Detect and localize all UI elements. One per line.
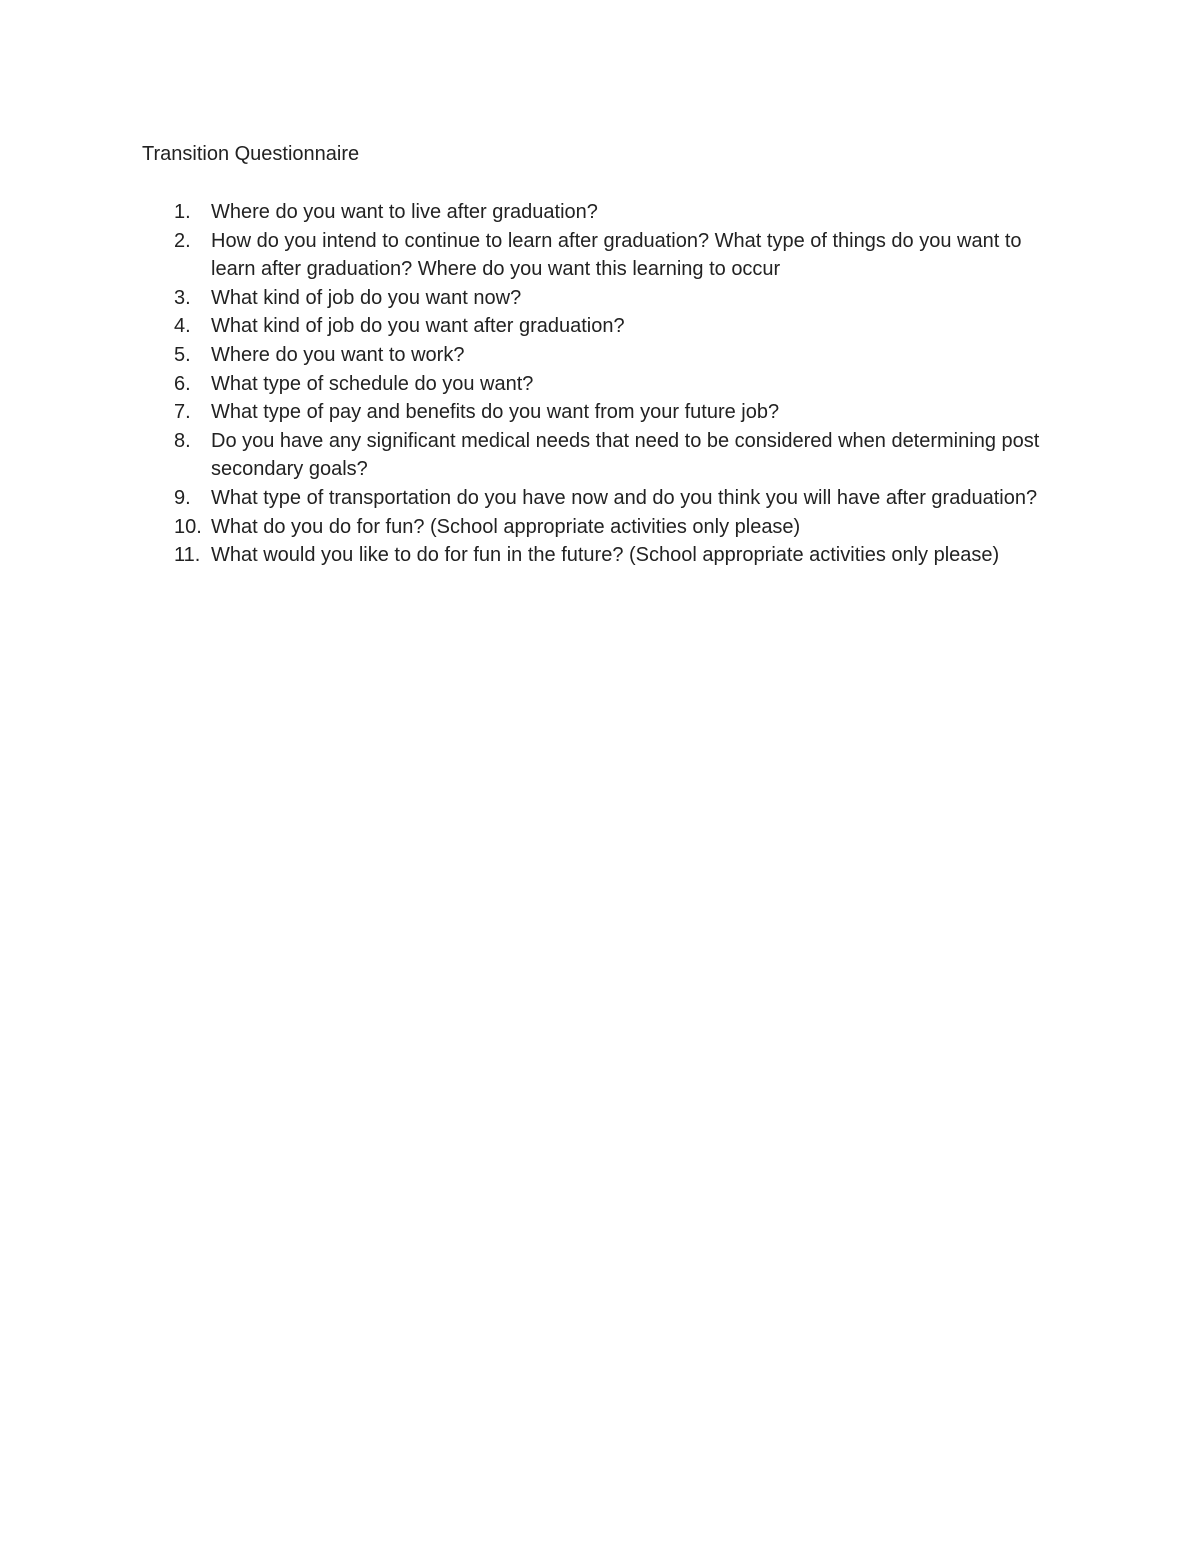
question-number: 2. — [174, 229, 191, 252]
question-number: 6. — [174, 372, 191, 395]
question-item — [0, 341, 1071, 370]
question-item — [0, 227, 1071, 284]
question-item — [0, 312, 1071, 341]
question-item — [0, 541, 1071, 570]
question-text: What type of pay and benefits do you want from your future job? — [211, 401, 780, 424]
question-number: 10. — [174, 515, 202, 538]
question-text: Do you have any significant medical needs that need to be considered when determining post secondary goals? — [211, 429, 1040, 481]
question-number: 11. — [174, 544, 201, 567]
question-number: 9. — [174, 486, 191, 509]
question-number: 7. — [174, 401, 191, 424]
question-text: How do you intend to continue to learn after graduation? What type of things do you want to learn after graduation? Where do you want this learning to occur — [211, 229, 1022, 281]
question-item — [0, 370, 1071, 399]
question-number: 3. — [174, 286, 191, 309]
question-number: 5. — [174, 343, 191, 366]
question-list — [0, 198, 1200, 570]
question-item — [0, 484, 1071, 513]
question-text: What kind of job do you want after graduation? — [211, 315, 625, 338]
question-number: 8. — [174, 429, 191, 452]
question-item — [0, 198, 1071, 227]
page-title: Transition Questionnaire — [142, 143, 360, 165]
question-item — [0, 427, 1071, 484]
question-item — [0, 513, 1071, 542]
question-text: What would you like to do for fun in the future? (School appropriate activities only please) — [211, 544, 1000, 567]
question-text: What type of transportation do you have now and do you think you will have after graduation? — [211, 486, 1038, 509]
question-text: Where do you want to live after graduation? — [211, 201, 598, 223]
question-item — [0, 398, 1071, 427]
question-number: 1. — [174, 201, 191, 223]
question-text: Where do you want to work? — [211, 343, 465, 366]
question-text: What do you do for fun? (School appropriate activities only please) — [211, 515, 801, 538]
question-text: What kind of job do you want now? — [211, 286, 522, 309]
question-text: What type of schedule do you want? — [211, 372, 534, 395]
question-number: 4. — [174, 315, 191, 338]
question-item — [0, 284, 1071, 313]
